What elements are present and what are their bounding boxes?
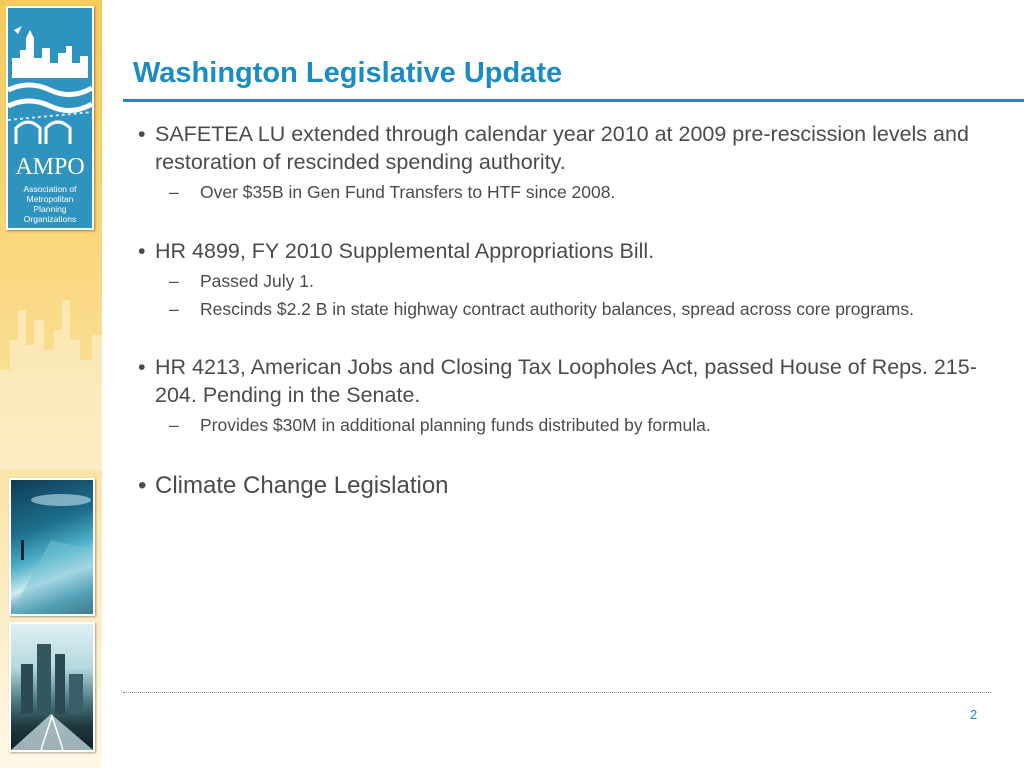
slide-body [133,120,993,501]
logo-line: Metropolitan [26,194,74,204]
sub-bullet-text: Passed July 1. [200,271,314,291]
logo-artwork [8,8,92,148]
logo-abbreviation: AMPO [15,154,85,180]
bullet-text: HR 4899, FY 2010 Supplemental Appropriations Bill. [155,239,655,263]
bullet-marker: • [138,472,147,499]
sub-bullet-text: Over $35B in Gen Fund Transfers to HTF since 2008. [200,182,616,202]
sub-bullet-text: Rescinds $2.2 B in state highway contract authority balances, spread across core programs. [200,299,914,319]
sub-bullet-text: Provides $30M in additional planning funds distributed by formula. [200,415,711,435]
logo-full-name [8,184,92,224]
logo-line: Organizations [23,214,77,224]
ampo-logo [6,6,94,230]
dash-marker: – [169,271,179,291]
sub-bullet-item [133,180,993,204]
skyline-watermark [0,250,102,470]
bullet-text: HR 4213, American Jobs and Closing Tax Loopholes Act, passed House of Reps. 215-204. Pending in the Senate. [155,355,977,407]
logo-line: Association of [23,184,77,194]
bullet-item [133,237,993,265]
bullet-text: Climate Change Legislation [155,472,449,499]
decorative-sidebar [0,0,102,768]
footer-divider [123,692,991,693]
subway-photo [9,478,95,616]
bullet-marker: • [138,355,146,379]
dash-marker: – [169,182,179,202]
bullet-item [133,471,993,501]
dash-marker: – [169,299,179,319]
page-number: 2 [970,707,978,722]
bullet-text: SAFETEA LU extended through calendar year 2010 at 2009 pre-rescission levels and restoration of rescinded spending authority. [155,122,969,174]
sub-bullet-item [133,413,993,437]
logo-line: Planning [33,204,67,214]
bullet-marker: • [138,122,146,146]
sub-bullet-item [133,297,993,321]
dash-marker: – [169,415,179,435]
bullet-marker: • [138,239,146,263]
sub-bullet-item [133,269,993,293]
slide-title: Washington Legislative Update [133,57,563,89]
bullet-item [133,120,993,176]
city-skyline-photo [9,622,95,752]
bullet-item [133,353,993,409]
title-underline [123,99,1024,102]
